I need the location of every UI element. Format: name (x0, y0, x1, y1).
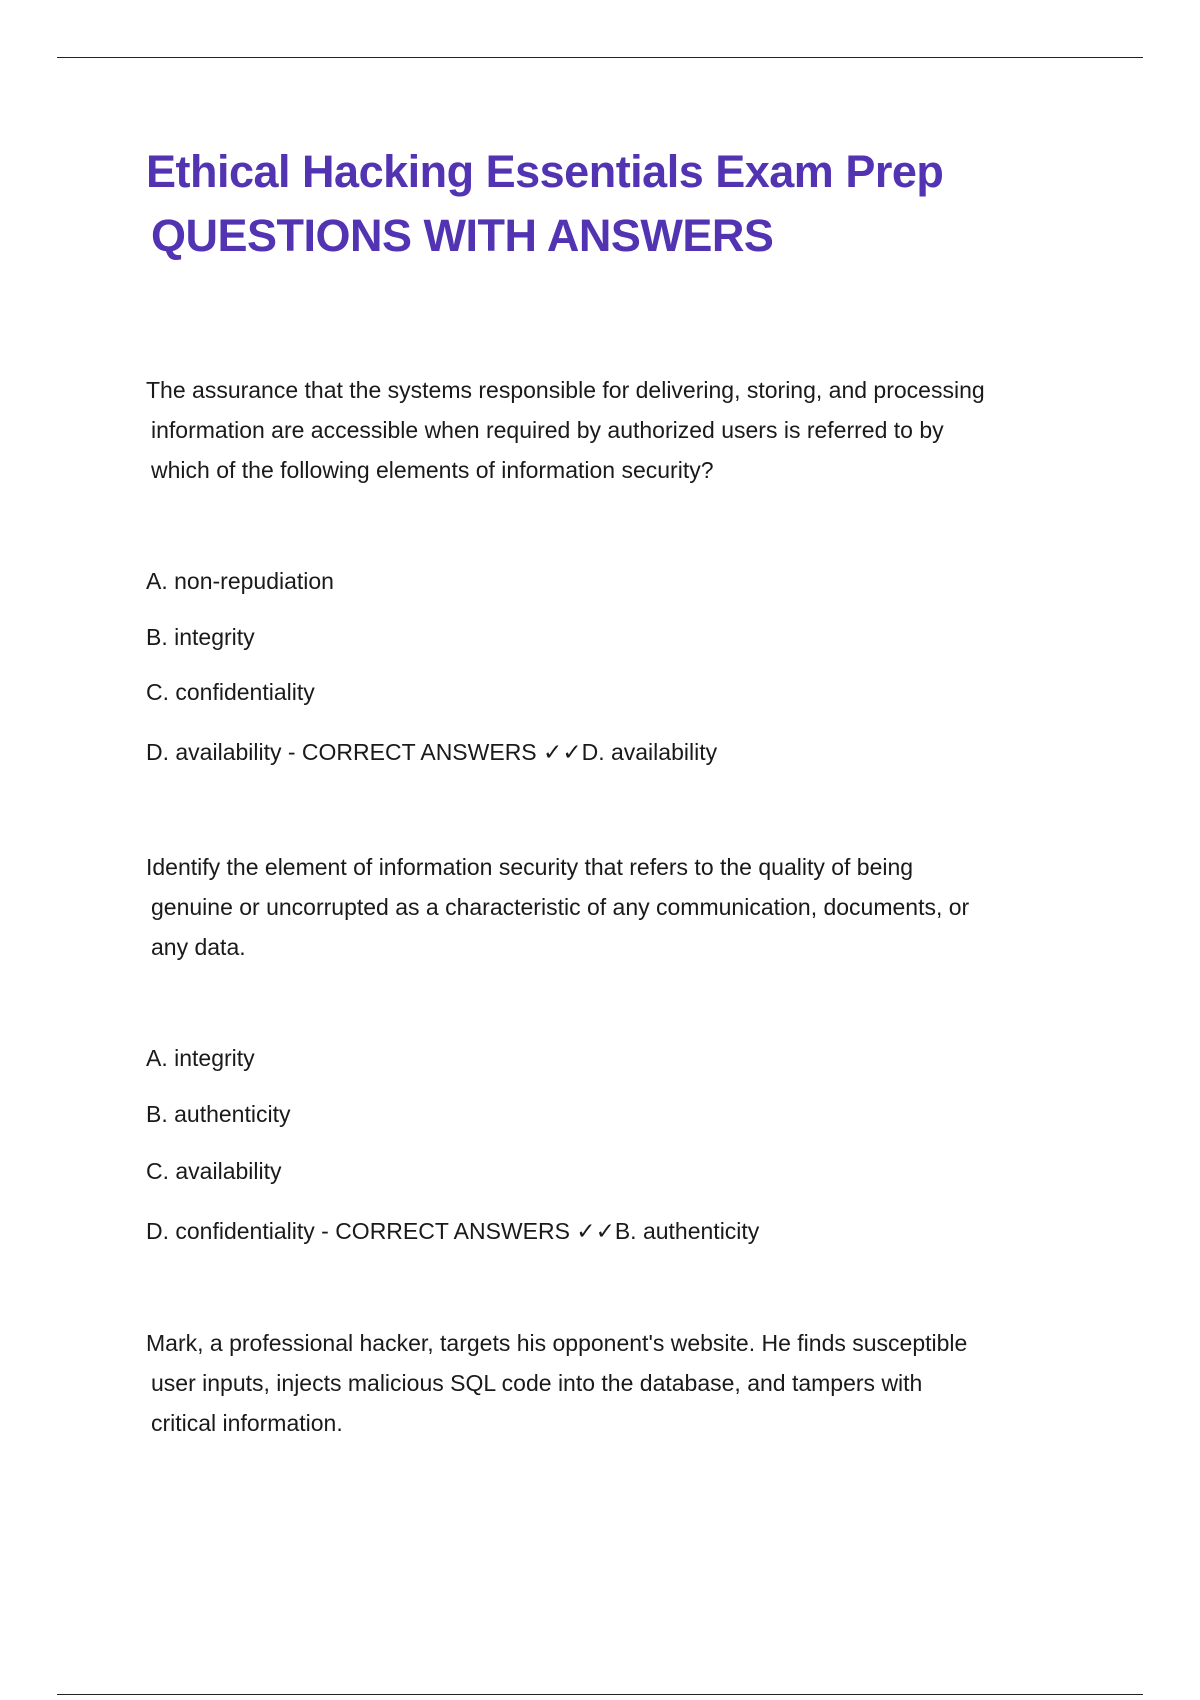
question-1-option-a: A. non-repudiation (146, 568, 334, 594)
question-line: The assurance that the systems responsible for delivering, storing, and processing (146, 377, 985, 403)
question-2-option-b: B. authenticity (146, 1101, 291, 1127)
question-2-text (146, 847, 1106, 967)
question-1-text (146, 370, 1106, 490)
top-divider (57, 57, 1143, 58)
question-3-text (146, 1323, 1106, 1443)
bottom-divider (57, 1694, 1143, 1695)
question-1-option-b: B. integrity (146, 624, 255, 650)
question-line: Mark, a professional hacker, targets his opponent's website. He finds susceptible (146, 1330, 968, 1356)
question-line: Identify the element of information security that refers to the quality of being (146, 854, 914, 880)
question-1-option-c: C. confidentiality (146, 679, 315, 705)
question-2-option-c: C. availability (146, 1158, 282, 1184)
title-line-2: QUESTIONS WITH ANSWERS (151, 210, 774, 261)
page-title (146, 140, 943, 268)
question-2-option-d-answer: D. confidentiality - CORRECT ANSWERS ✓✓B. authenticity (146, 1218, 760, 1244)
question-line: which of the following elements of information security? (151, 457, 714, 483)
question-line: any data. (151, 934, 246, 960)
question-line: user inputs, injects malicious SQL code into the database, and tampers with (151, 1370, 923, 1396)
title-line-1: Ethical Hacking Essentials Exam Prep (146, 146, 944, 197)
question-2-option-a: A. integrity (146, 1045, 255, 1071)
question-1-option-d-answer: D. availability - CORRECT ANSWERS ✓✓D. availability (146, 739, 718, 765)
question-line: information are accessible when required by authorized users is referred to by (151, 417, 944, 443)
question-line: critical information. (151, 1410, 343, 1436)
question-line: genuine or uncorrupted as a characteristic of any communication, documents, or (151, 894, 970, 920)
